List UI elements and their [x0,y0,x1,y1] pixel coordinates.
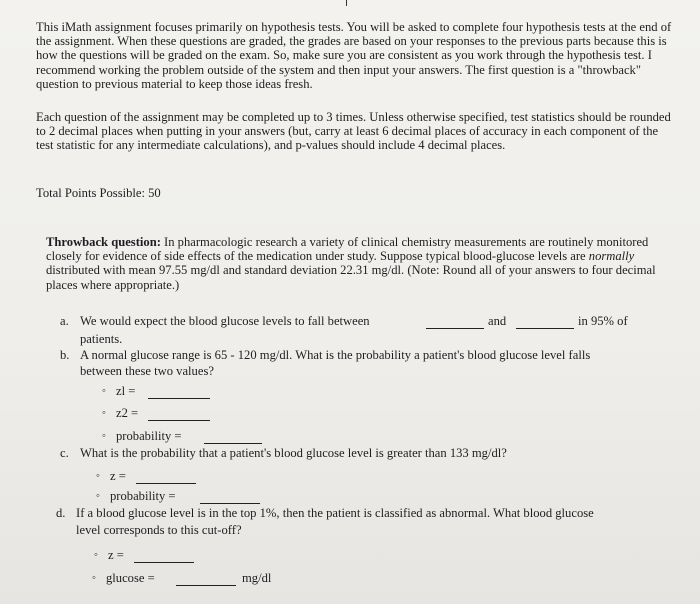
question-b-line-2: between these two values? [80,364,214,378]
total-points: Total Points Possible: 50 [36,186,161,200]
answer-a-upper-blank[interactable] [516,316,574,329]
answer-c-z-blank[interactable] [136,471,196,484]
answer-d-z-blank[interactable] [134,550,194,563]
throwback-text-2: distributed with mean 97.55 mg/dl and standard deviation 22.31 mg/dl. (Note: Round all of your answers to four decimal places where appropriate.) [46,263,656,292]
question-a-text: We would expect the blood glucose levels to fall between [80,314,370,328]
c-z-label: z = [110,469,126,483]
d-glucose-unit: mg/dl [242,571,272,585]
answer-b-z2-blank[interactable] [148,408,210,421]
throwback-normally: normally [588,249,635,264]
throwback-heading: Throwback question: [46,235,161,249]
question-a-text-3: patients. [80,332,123,346]
b-probability-label: probability = [116,429,182,443]
question-c-label: c. [60,446,69,460]
question-d [56,506,696,521]
bullet-icon: ◦ [94,549,98,561]
instructions-paragraph: Each question of the assignment may be completed up to 3 times. Unless otherwise specified, test statistics should be rounded to 2 decimal places when putting in your answers (but, carry at least 6 decimal places of accuracy in each component of the test statistic for any intermediate calculations), and p-values should include 4 decimal places. [36,110,671,153]
c-probability-label: probability = [110,489,176,503]
d-z-label: z = [108,548,124,562]
question-b [60,348,690,363]
answer-d-glucose-blank[interactable] [176,573,236,586]
throwback-question [46,235,682,292]
b-z1-label: zl = [116,384,136,398]
d-glucose-label: glucose = [106,571,155,585]
question-d-label: d. [56,506,66,520]
question-a-label: a. [60,314,69,328]
question-a-and: and [488,314,507,328]
question-d-line-1: If a blood glucose level is in the top 1%, then the patient is classified as abnormal. What blood glucose [76,506,594,520]
page-mark [346,0,347,6]
bullet-icon: ◦ [96,490,100,502]
answer-b-z1-blank[interactable] [148,386,210,399]
bullet-icon: ◦ [102,385,106,397]
question-d-line-2: level corresponds to this cut-off? [76,523,242,537]
answer-b-probability-blank[interactable] [204,431,262,444]
throwback-text-1: In pharmacologic research a variety of clinical chemistry measurements are routinely monitored closely for evidence of side effects of the medication under study. Suppose typical blood-glucose levels are [46,235,649,264]
question-b-line-1: A normal glucose range is 65 - 120 mg/dl. What is the probability a patient's blood glucose level falls [80,348,591,362]
intro-paragraph: This iMath assignment focuses primarily on hypothesis tests. You will be asked to complete four hypothesis tests at the end of the assignment. When these questions are graded, the grades are based on your responses to the previous parts because this is how the questions will be graded on the exam. So, make sure you are consistent as you work through the hypothesis test. I recommend working the problem outside of the system and then input your answers. The first question is a "throwback" question to previous material to keep those ideas fresh. [36,20,672,91]
b-z2-label: z2 = [116,406,139,420]
bullet-icon: ◦ [102,407,106,419]
bullet-icon: ◦ [92,572,96,584]
question-b-label: b. [60,348,70,362]
answer-a-lower-blank[interactable] [426,316,484,329]
question-a-text-2: in 95% of [578,314,628,328]
bullet-icon: ◦ [102,430,106,442]
question-c [60,446,690,461]
answer-c-probability-blank[interactable] [200,491,260,504]
question-c-line-1: What is the probability that a patient's blood glucose level is greater than 133 mg/dl? [80,446,507,460]
bullet-icon: ◦ [96,470,100,482]
